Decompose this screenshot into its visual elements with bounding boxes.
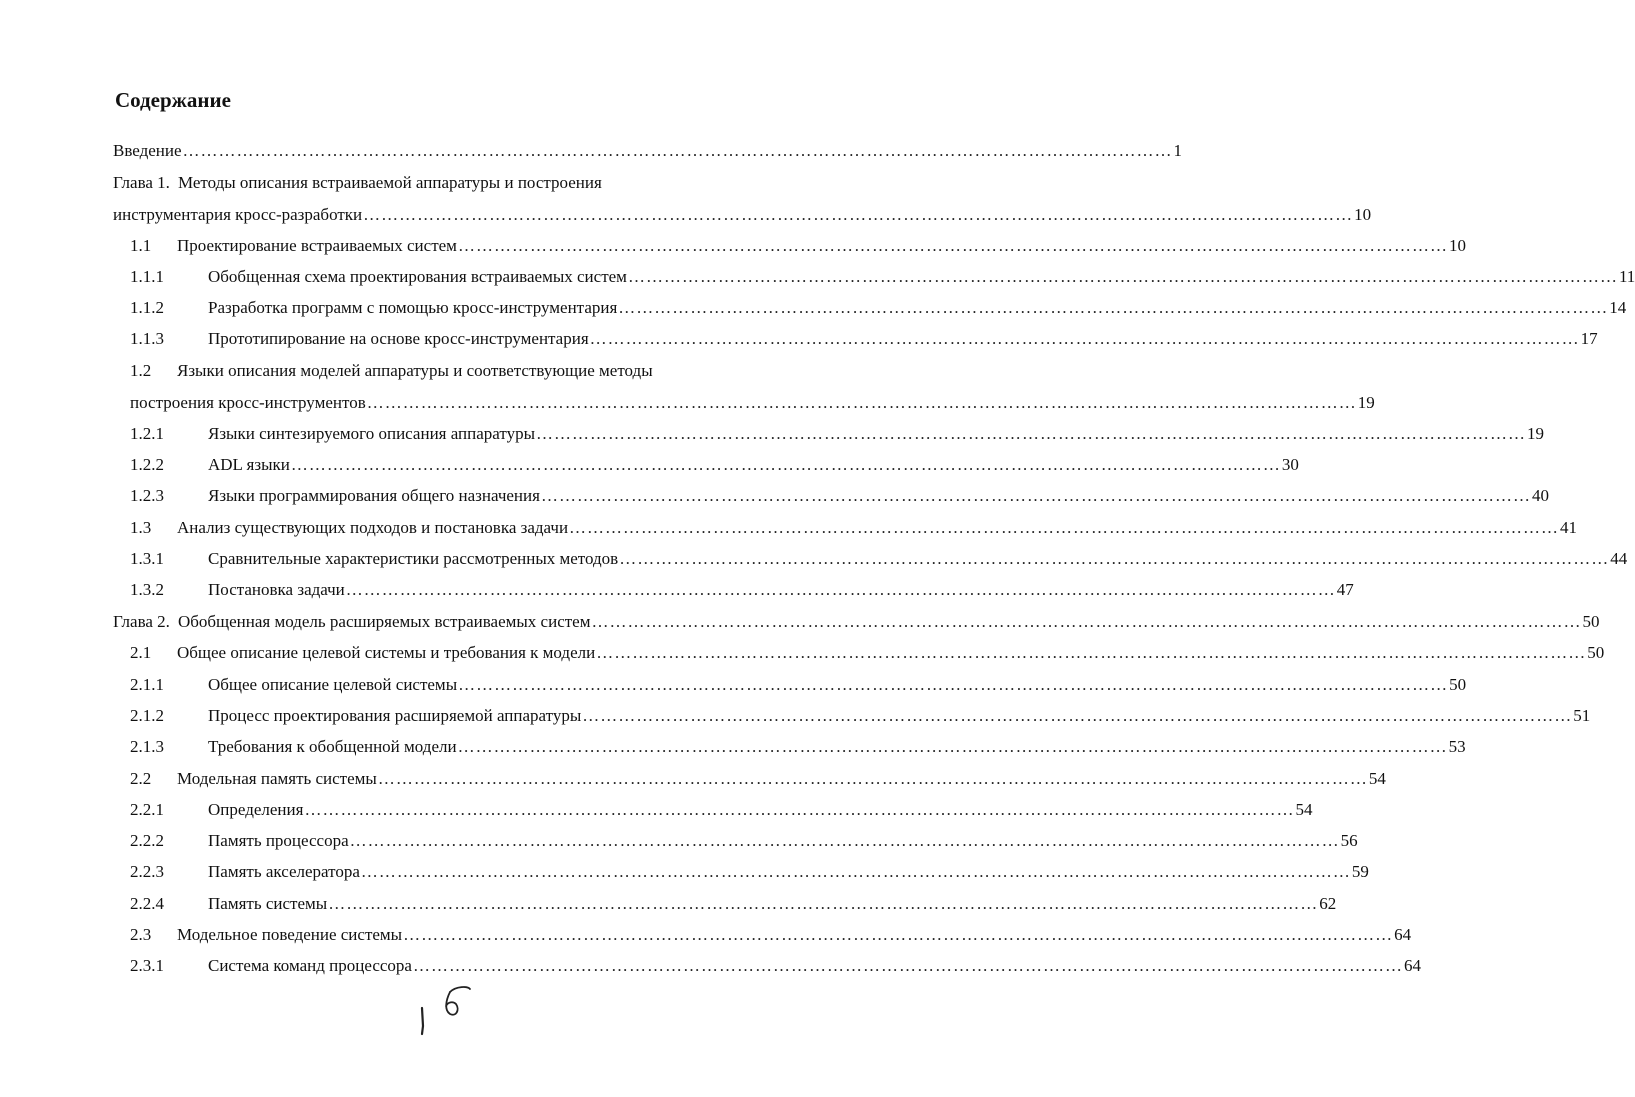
toc-entry-page: 41	[1560, 518, 1578, 537]
toc-entry-1-1-3[interactable]	[130, 327, 1598, 351]
dot-leader: …………………………………………………………………………………………………………………………………………………	[345, 580, 1336, 599]
toc-entry-number: 1.1.1	[130, 267, 164, 286]
toc-entry-1-3-2[interactable]	[130, 578, 1354, 602]
toc-entry-label: Языки синтезируемого описания аппаратуры	[208, 424, 536, 443]
toc-entry-chapter-2[interactable]	[113, 610, 1600, 634]
toc-entry-number: 2.1.3	[130, 737, 164, 756]
toc-entry-page: 40	[1531, 486, 1549, 505]
toc-entry-2-2[interactable]	[130, 767, 1386, 791]
toc-entry-page: 59	[1351, 862, 1369, 881]
toc-entry-page: 64	[1403, 956, 1421, 975]
toc-entry-number: 1.1	[130, 236, 152, 255]
toc-entry-label: Процесс проектирования расширяемой аппаратуры	[208, 706, 582, 725]
toc-entry-number: Глава 1.	[113, 173, 170, 192]
dot-leader: …………………………………………………………………………………………………………………………………………………	[363, 205, 1354, 224]
toc-entry-page: 50	[1587, 643, 1605, 662]
toc-entry-page: 50	[1582, 612, 1600, 631]
toc-entry-page: 14	[1609, 298, 1627, 317]
toc-entry-1-2-2[interactable]	[130, 453, 1299, 477]
dot-leader: …………………………………………………………………………………………………………………………………………………	[591, 612, 1582, 631]
toc-entry-label: Постановка задачи	[208, 580, 345, 599]
toc-entry-page: 11	[1618, 267, 1635, 286]
toc-entry-label: ADL языки	[208, 455, 290, 474]
toc-entry-chapter-1-continuation[interactable]	[113, 203, 1372, 227]
toc-entry-page: 10	[1448, 236, 1466, 255]
dot-leader: …………………………………………………………………………………………………………………………………………………	[540, 486, 1531, 505]
toc-entry-page: 54	[1368, 769, 1386, 788]
toc-entry-page: 10	[1354, 205, 1372, 224]
toc-entry-label: Определения	[208, 800, 304, 819]
toc-entry-2-3[interactable]	[130, 923, 1412, 947]
toc-entry-page: 19	[1527, 424, 1545, 443]
toc-entry-label: Методы описания встраиваемой аппаратуры и построения	[177, 173, 602, 192]
toc-entry-number: 2.2.3	[130, 862, 164, 881]
toc-entry-label: построения кросс-инструментов	[130, 393, 366, 412]
toc-entry-2-1[interactable]	[130, 641, 1605, 665]
toc-entry-page: 19	[1357, 393, 1375, 412]
toc-entry-label: Требования к обобщенной модели	[208, 737, 457, 756]
toc-entry-2-1-2[interactable]	[130, 704, 1591, 728]
dot-leader: …………………………………………………………………………………………………………………………………………………	[596, 643, 1587, 662]
dot-leader: …………………………………………………………………………………………………………………………………………………	[458, 675, 1449, 694]
toc-entry-label: Память системы	[208, 894, 328, 913]
dot-leader: …………………………………………………………………………………………………………………………………………………	[618, 298, 1609, 317]
dot-leader: …………………………………………………………………………………………………………………………………………………	[627, 267, 1618, 286]
toc-entry-label: Модельное поведение системы	[177, 925, 403, 944]
toc-entry-label: Языки описания моделей аппаратуры и соответствующие методы	[177, 361, 653, 380]
dot-leader: …………………………………………………………………………………………………………………………………………………	[569, 518, 1560, 537]
toc-entry-number: 2.1	[130, 643, 152, 662]
toc-entry-number: 2.3.1	[130, 956, 164, 975]
toc-entry-introduction[interactable]	[113, 139, 1183, 163]
toc-entry-page: 44	[1610, 549, 1628, 568]
toc-entry-number: 2.2.4	[130, 894, 164, 913]
toc-entry-number: 1.2.3	[130, 486, 164, 505]
toc-entry-1-2[interactable]	[130, 359, 653, 383]
toc-entry-label: Обобщенная модель расширяемых встраиваемых систем	[177, 612, 591, 631]
toc-entry-number: 1.1.2	[130, 298, 164, 317]
toc-entry-2-1-3[interactable]	[130, 735, 1466, 759]
dot-leader: …………………………………………………………………………………………………………………………………………………	[304, 800, 1295, 819]
handwritten-page-mark	[410, 982, 480, 1042]
toc-entry-page: 30	[1281, 455, 1299, 474]
dot-leader: …………………………………………………………………………………………………………………………………………………	[377, 769, 1368, 788]
toc-entry-page: 17	[1580, 329, 1598, 348]
dot-leader: …………………………………………………………………………………………………………………………………………………	[412, 956, 1403, 975]
toc-entry-label: Анализ существующих подходов и постановка задачи	[177, 518, 569, 537]
toc-entry-1-1-2[interactable]	[130, 296, 1627, 320]
dot-leader: …………………………………………………………………………………………………………………………………………………	[366, 393, 1357, 412]
toc-entry-2-2-3[interactable]	[130, 860, 1369, 884]
toc-entry-page: 62	[1319, 894, 1337, 913]
dot-leader: …………………………………………………………………………………………………………………………………………………	[360, 862, 1351, 881]
toc-entry-1-3-1[interactable]	[130, 547, 1628, 571]
dot-leader: …………………………………………………………………………………………………………………………………………………	[619, 549, 1610, 568]
toc-entry-2-2-1[interactable]	[130, 798, 1313, 822]
dot-leader: …………………………………………………………………………………………………………………………………………………	[582, 706, 1573, 725]
toc-entry-number: 2.2	[130, 769, 152, 788]
toc-entry-number: 1.3	[130, 518, 152, 537]
toc-entry-page: 47	[1336, 580, 1354, 599]
dot-leader: …………………………………………………………………………………………………………………………………………………	[290, 455, 1281, 474]
toc-entry-label: Сравнительные характеристики рассмотренных методов	[208, 549, 619, 568]
toc-entry-1-2-3[interactable]	[130, 484, 1549, 508]
toc-entry-page: 54	[1295, 800, 1313, 819]
toc-entry-label: Система команд процессора	[208, 956, 412, 975]
toc-entry-label: Разработка программ с помощью кросс-инструментария	[208, 298, 618, 317]
toc-entry-label: Проектирование встраиваемых систем	[177, 236, 457, 255]
toc-entry-label: Модельная память системы	[177, 769, 377, 788]
toc-entry-chapter-1[interactable]	[113, 171, 602, 195]
toc-entry-number: Глава 2.	[113, 612, 170, 631]
toc-entry-label: Память акселератора	[208, 862, 360, 881]
toc-entry-number: 2.2.1	[130, 800, 164, 819]
toc-entry-page: 50	[1449, 675, 1467, 694]
toc-entry-number: 1.2.1	[130, 424, 164, 443]
dot-leader: …………………………………………………………………………………………………………………………………………………	[457, 737, 1448, 756]
toc-entry-2-3-1[interactable]	[130, 954, 1421, 978]
toc-entry-label: Память процессора	[208, 831, 349, 850]
toc-entry-1-2-continuation[interactable]	[130, 391, 1375, 415]
toc-entry-page: 64	[1394, 925, 1412, 944]
toc-entry-1-3[interactable]	[130, 516, 1578, 540]
page-title: Содержание	[115, 88, 231, 112]
toc-entry-number: 2.1.1	[130, 675, 164, 694]
toc-entry-page: 1	[1173, 141, 1183, 160]
toc-entry-2-2-2[interactable]	[130, 829, 1358, 853]
toc-entry-page: 53	[1448, 737, 1466, 756]
toc-entry-label: Общее описание целевой системы и требования к модели	[177, 643, 596, 662]
toc-entry-number: 1.2	[130, 361, 152, 380]
toc-entry-number: 1.3.1	[130, 549, 164, 568]
toc-entry-number: 1.3.2	[130, 580, 164, 599]
toc-entry-label: инструментария кросс-разработки	[113, 205, 363, 224]
dot-leader: …………………………………………………………………………………………………………………………………………………	[589, 329, 1580, 348]
toc-entry-1-2-1[interactable]	[130, 422, 1545, 446]
toc-entry-page: 51	[1573, 706, 1591, 725]
dot-leader: …………………………………………………………………………………………………………………………………………………	[403, 925, 1394, 944]
dot-leader: …………………………………………………………………………………………………………………………………………………	[457, 236, 1448, 255]
dot-leader: …………………………………………………………………………………………………………………………………………………	[182, 141, 1173, 160]
toc-entry-1-1-1[interactable]	[130, 265, 1635, 289]
toc-entry-label: Прототипирование на основе кросс-инструментария	[208, 329, 589, 348]
toc-entry-2-2-4[interactable]	[130, 892, 1337, 916]
toc-entry-2-1-1[interactable]	[130, 673, 1467, 697]
toc-entry-number: 1.2.2	[130, 455, 164, 474]
toc-entry-1-1[interactable]	[130, 234, 1466, 258]
toc-entry-label: Языки программирования общего назначения	[208, 486, 540, 505]
toc-entry-number: 2.3	[130, 925, 152, 944]
toc-entry-label: Обобщенная схема проектирования встраиваемых систем	[208, 267, 627, 286]
dot-leader: …………………………………………………………………………………………………………………………………………………	[536, 424, 1527, 443]
dot-leader: …………………………………………………………………………………………………………………………………………………	[349, 831, 1340, 850]
toc-entry-number: 1.1.3	[130, 329, 164, 348]
dot-leader: …………………………………………………………………………………………………………………………………………………	[328, 894, 1319, 913]
toc-entry-page: 56	[1340, 831, 1358, 850]
toc-entry-label: Введение	[113, 141, 182, 160]
toc-entry-number: 2.1.2	[130, 706, 164, 725]
toc-entry-number: 2.2.2	[130, 831, 164, 850]
toc-entry-label: Общее описание целевой системы	[208, 675, 458, 694]
